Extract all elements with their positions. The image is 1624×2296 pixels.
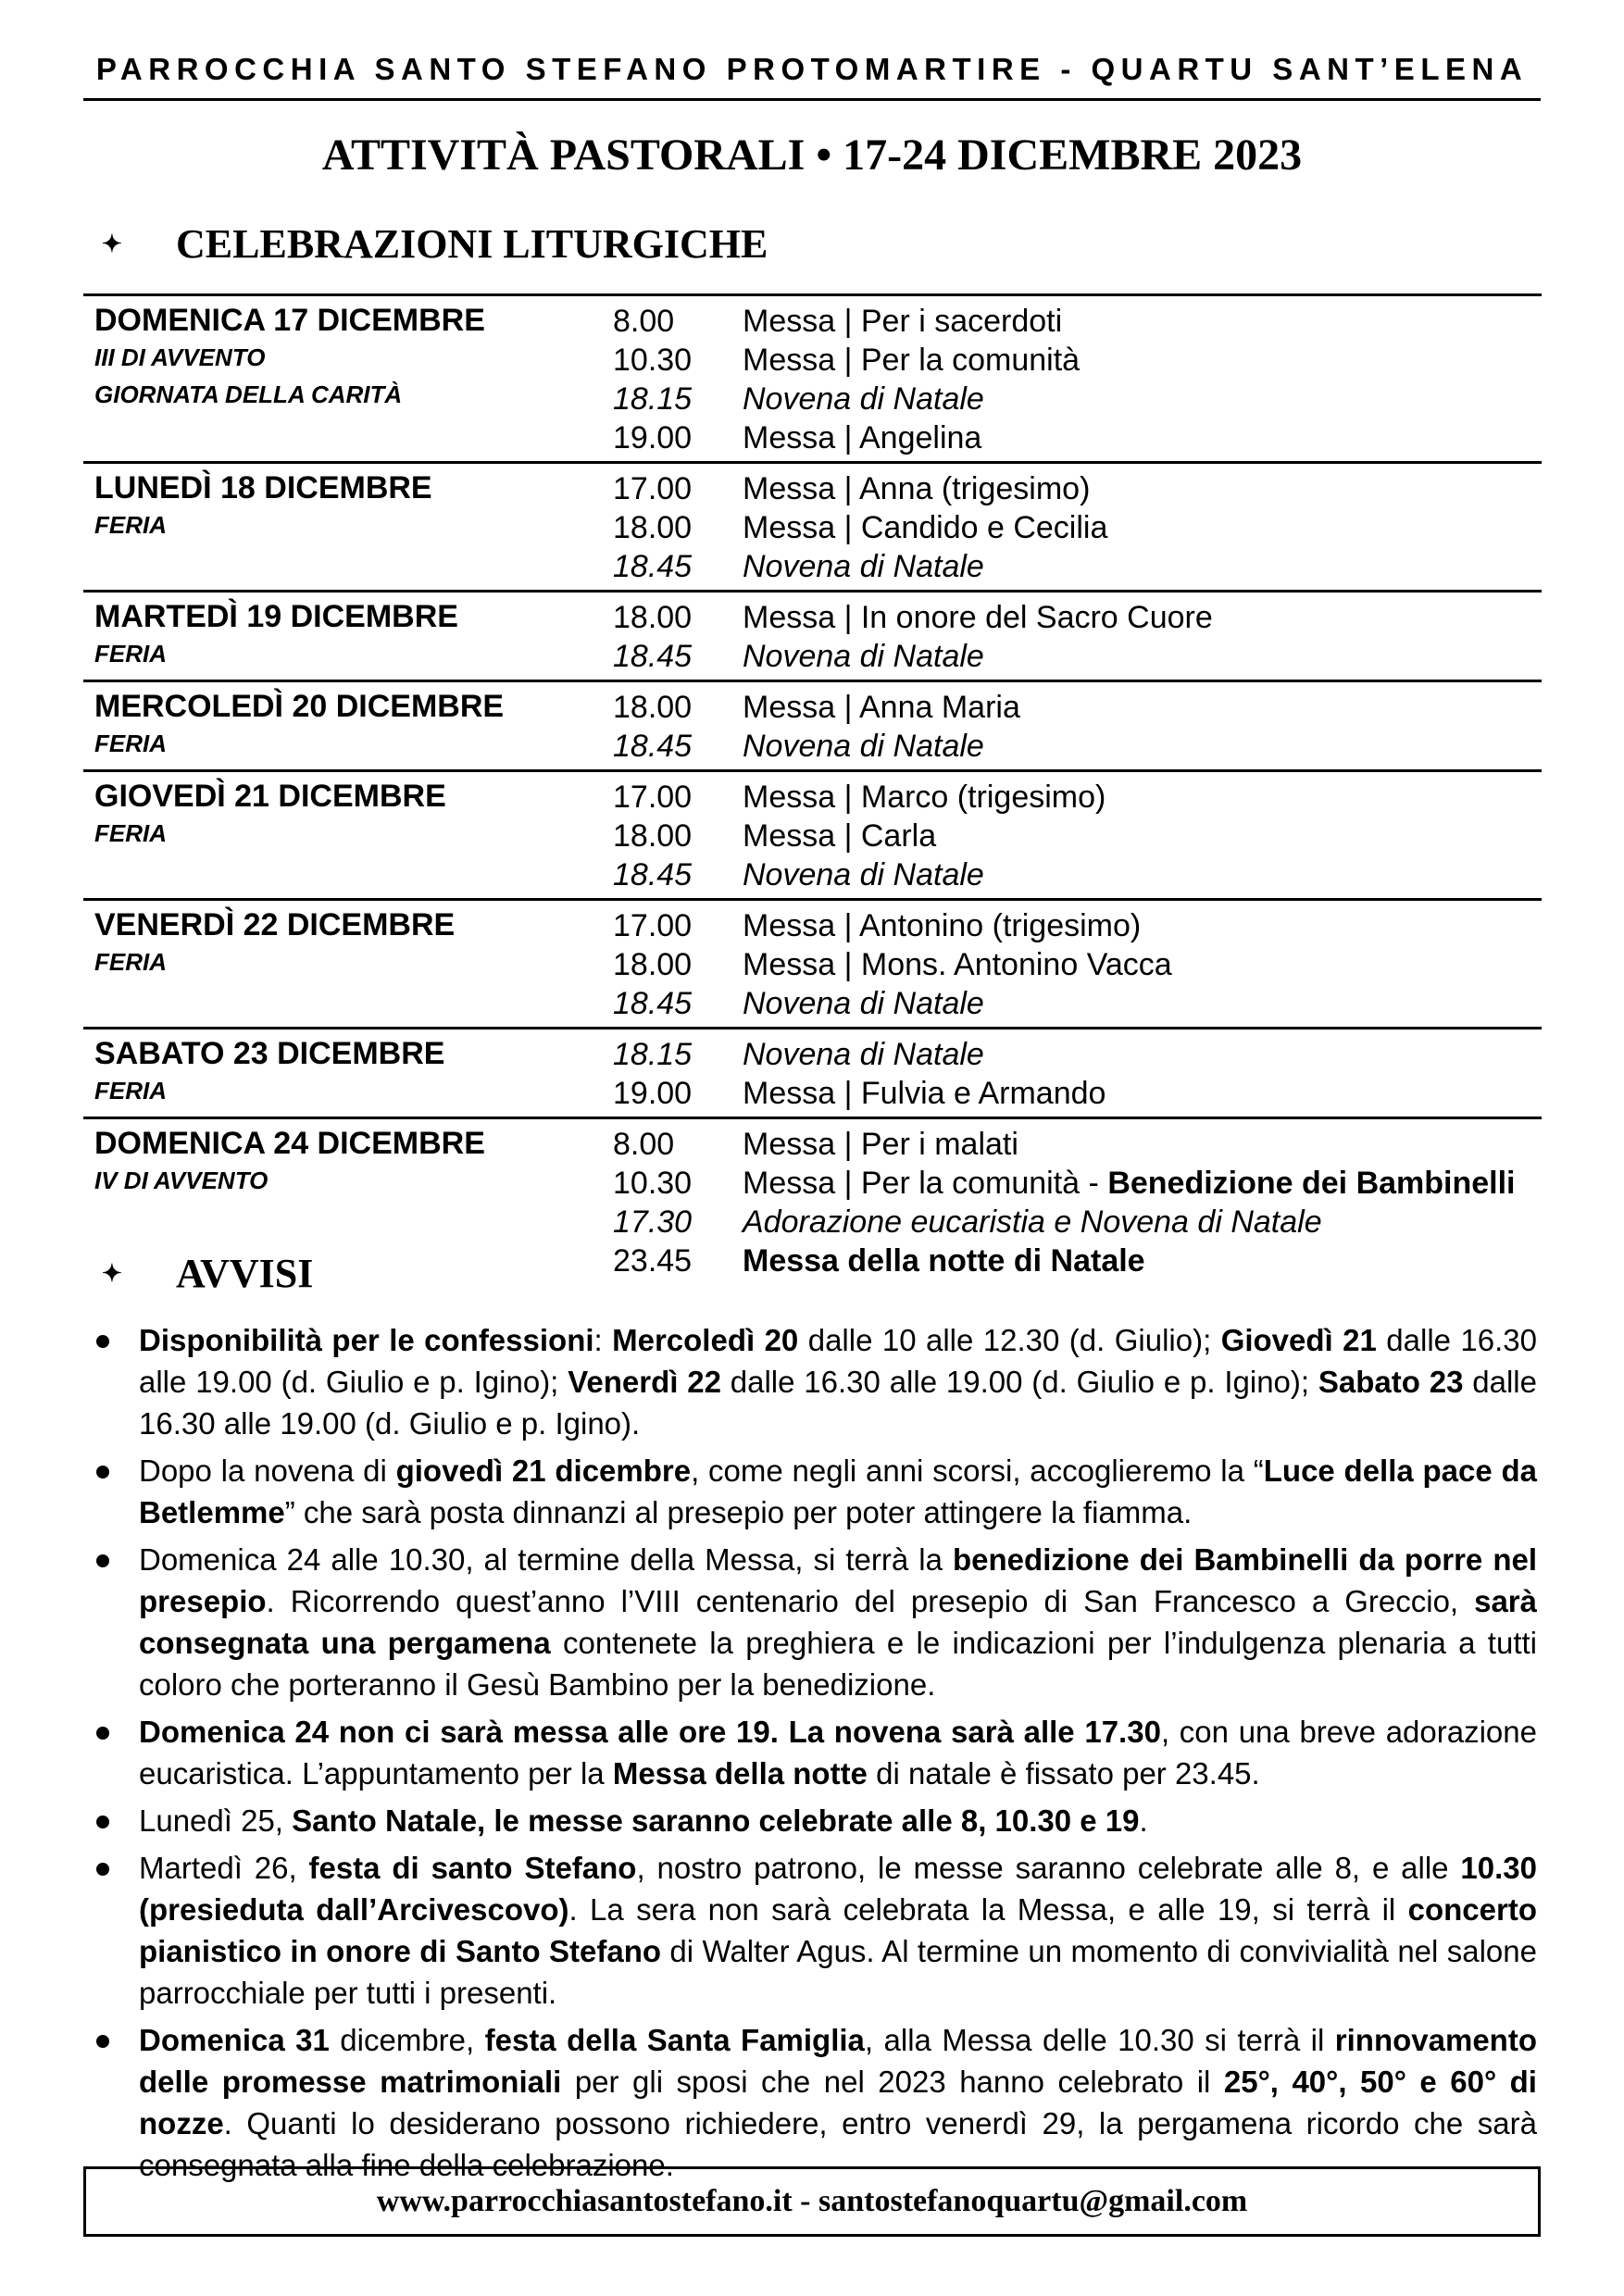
footer-contacts[interactable]: [83, 2166, 1541, 2237]
day-name: DOMENICA 24 DICEMBRE: [94, 1126, 485, 1161]
event-text-segment: Messa | Angelina: [743, 420, 982, 455]
day-name: DOMENICA 17 DICEMBRE: [94, 303, 485, 338]
events-column: [613, 688, 1542, 766]
parish-header: [83, 46, 1541, 101]
day-liturgical-note: FERIA: [94, 640, 167, 668]
notice-text-segment: , come negli anni scorsi, accoglieremo la “: [691, 1454, 1264, 1488]
event-row: [613, 598, 1542, 637]
notice-text-segment: Messa della notte: [612, 1756, 868, 1791]
star-icon: ✦: [102, 230, 122, 257]
notice-text-segment: Luce della pace da Betlemme: [139, 1454, 1538, 1529]
day-column: [83, 688, 613, 766]
event-time: 19.00: [613, 1076, 693, 1111]
event-row: [613, 727, 1542, 766]
section-avvisi: [102, 1250, 313, 1297]
notice-text-segment: benedizione dei Bambinelli da porre nel presepio: [139, 1542, 1537, 1618]
event-description: [743, 984, 1542, 1023]
notice-text-segment: Disponibilità per le confessioni: [139, 1323, 594, 1357]
parish-name: PARROCCHIA SANTO STEFANO PROTOMARTIRE - QUARTU SANT’ELENA: [95, 52, 1529, 86]
event-text-segment: Messa | Marco (trigesimo): [743, 780, 1106, 815]
event-time: 17.00: [613, 780, 693, 815]
event-text-segment: Messa della notte di Natale: [743, 1243, 1145, 1279]
event-description: [743, 418, 1542, 457]
event-text-segment: Messa | Anna (trigesimo): [743, 471, 1091, 506]
event-description: [743, 906, 1542, 945]
schedule-day-row: [83, 682, 1542, 772]
notice-text-segment: Martedì 26,: [139, 1851, 309, 1885]
notice-text-segment: concerto pianistico in onore di Santo Stefano: [139, 1892, 1537, 1968]
event-description: [743, 508, 1542, 547]
notice-text-segment: . Ricorrendo quest’anno l’VIII centenario del presepio di San Francesco a Greccio,: [266, 1584, 1475, 1618]
star-icon: ✦: [102, 1259, 122, 1287]
event-text-segment: Messa | Per i sacerdoti: [743, 304, 1063, 339]
notice-text-segment: . La sera non sarà celebrata la Messa, e alle 19, si terrà il: [568, 1892, 1408, 1927]
event-row: [613, 1242, 1542, 1280]
notice-text-segment: di Walter Agus. Al termine un momento di convivialità nel salone parrocchiale per tutti i presenti.: [139, 1934, 1537, 2010]
event-description: [743, 598, 1542, 637]
notice-text-segment: , con una breve adorazione eucaristica. L’appuntamento per la: [139, 1715, 1537, 1791]
event-time: 18.45: [613, 986, 693, 1021]
day-column: [83, 778, 613, 894]
notice-item: [93, 1800, 1537, 1841]
event-description: [743, 1203, 1542, 1242]
notice-item: [93, 1539, 1537, 1705]
event-text-segment: Messa | Carla: [743, 818, 937, 854]
section-celebrazioni: [102, 220, 768, 268]
event-description: [743, 945, 1542, 984]
event-time: 18.45: [613, 729, 693, 764]
schedule-day-row: [83, 1029, 1542, 1119]
day-column: [83, 1035, 613, 1113]
notice-item: [93, 1711, 1537, 1794]
event-time: 17.00: [613, 471, 693, 506]
notice-text-segment: . Quanti lo desiderano possono richiedere, entro venerdì 29, la pergamena ricordo che sarà consegnata alla fine della celebrazione.: [139, 2106, 1537, 2182]
event-text-segment: Messa | Fulvia e Armando: [743, 1076, 1106, 1111]
notice-text-segment: sarà consegnata una pergamena: [139, 1584, 1537, 1660]
notice-text-segment: festa di santo Stefano: [308, 1851, 637, 1885]
notice-text-segment: 25°, 40°, 50° e 60° di nozze: [139, 2065, 1537, 2140]
notice-text-segment: , alla Messa delle 10.30 si terrà il: [864, 2023, 1335, 2057]
notice-text-segment: dicembre,: [329, 2023, 485, 2057]
event-description: [743, 817, 1542, 855]
notice-text-segment: dalle 16.30 alle 19.00 (d. Giulio e p. Igino);: [139, 1323, 1538, 1399]
event-row: [613, 984, 1542, 1023]
event-description: [743, 778, 1542, 817]
notice-text-segment: dalle 16.30 alle 19.00 (d. Giulio e p. Igino).: [139, 1365, 1537, 1441]
notice-text-segment: :: [593, 1323, 613, 1357]
event-text-segment: Messa | Antonino (trigesimo): [743, 908, 1142, 943]
notice-item: [93, 1450, 1537, 1533]
event-text-segment: Novena di Natale: [743, 1037, 984, 1072]
day-name: VENERDÌ 22 DICEMBRE: [94, 907, 456, 942]
notice-item: [93, 1319, 1537, 1444]
event-description: [743, 855, 1542, 894]
event-text-segment: Messa | Candido e Cecilia: [743, 510, 1108, 545]
day-name: MERCOLEDÌ 20 DICEMBRE: [94, 689, 505, 724]
event-time: 10.30: [613, 1166, 693, 1201]
notice-item: [93, 1847, 1537, 2014]
page-title: ATTIVITÀ PASTORALI • 17-24 DICEMBRE 2023: [321, 131, 1303, 180]
schedule-table: [83, 293, 1542, 1284]
event-description: [743, 302, 1542, 341]
event-description: [743, 1164, 1542, 1203]
events-column: [613, 778, 1542, 894]
notice-text-segment: rinnovamento delle promesse matrimoniali: [139, 2023, 1537, 2099]
event-description: [743, 1242, 1542, 1280]
notice-text-segment: dalle 16.30 alle 19.00 (d. Giulio e p. Igino);: [720, 1365, 1318, 1399]
event-time: 18.00: [613, 600, 693, 635]
event-text-segment: Novena di Natale: [743, 986, 984, 1021]
event-text-segment: Messa | Per la comunità -: [743, 1166, 1108, 1201]
event-time: 10.30: [613, 343, 693, 378]
notice-text-segment: , nostro patrono, le messe saranno celebrate alle 8, e alle: [636, 1851, 1461, 1885]
event-description: [743, 341, 1542, 380]
notice-text-segment: Giovedì 21: [1220, 1323, 1377, 1357]
notice-text-segment: giovedì 21 dicembre: [395, 1454, 692, 1488]
notice-text-segment: Dopo la novena di: [139, 1454, 396, 1488]
event-row: [613, 637, 1542, 676]
event-text-segment: Messa | Per i malati: [743, 1127, 1018, 1162]
event-text-segment: Messa | Anna Maria: [743, 690, 1020, 725]
notice-text-segment: ” che sarà posta dinnanzi al presepio per poter attingere la fiamma.: [284, 1495, 1193, 1529]
event-description: [743, 380, 1542, 418]
event-description: [743, 727, 1542, 766]
event-time: 17.30: [613, 1204, 693, 1240]
day-liturgical-note: IV DI AVVENTO: [94, 1167, 269, 1194]
event-row: [613, 547, 1542, 586]
day-name: LUNEDÌ 18 DICEMBRE: [94, 470, 432, 505]
event-row: [613, 817, 1542, 855]
event-text-segment: Novena di Natale: [743, 857, 984, 892]
event-row: [613, 380, 1542, 418]
notice-text-segment: Sabato 23: [1318, 1365, 1464, 1399]
notice-text-segment: dalle 10 alle 12.30 (d. Giulio);: [798, 1323, 1221, 1357]
notice-text-segment: di natale è fissato per 23.45.: [867, 1756, 1260, 1791]
notice-text-segment: Lunedì 25,: [139, 1803, 293, 1838]
event-row: [613, 1074, 1542, 1113]
day-column: [83, 302, 613, 457]
event-description: [743, 1074, 1542, 1113]
notice-text-segment: 10.30 (presieduta dall’Arcivescovo): [139, 1851, 1537, 1927]
day-liturgical-note: FERIA: [94, 511, 167, 539]
event-time: 17.00: [613, 908, 693, 943]
event-text-segment: Novena di Natale: [743, 639, 984, 674]
section-title: CELEBRAZIONI LITURGICHE: [176, 221, 768, 267]
event-time: 18.00: [613, 690, 693, 725]
event-description: [743, 469, 1542, 508]
section-title: AVVISI: [176, 1251, 314, 1296]
event-row: [613, 1203, 1542, 1242]
events-column: [613, 469, 1542, 586]
event-row: [613, 1035, 1542, 1074]
day-name: MARTEDÌ 19 DICEMBRE: [94, 599, 458, 634]
schedule-day-row: [83, 593, 1542, 682]
event-text-segment: Novena di Natale: [743, 381, 984, 417]
event-time: 8.00: [613, 1127, 675, 1162]
event-text-segment: Novena di Natale: [743, 729, 984, 764]
notice-text-segment: Domenica 24 alle 10.30, al termine della Messa, si terrà la: [139, 1542, 954, 1577]
notice-text-segment: .: [1139, 1803, 1148, 1838]
event-row: [613, 855, 1542, 894]
day-liturgical-note: III DI AVVENTO: [94, 343, 266, 371]
schedule-day-row: [83, 901, 1542, 1029]
event-time: 8.00: [613, 304, 675, 339]
event-row: [613, 302, 1542, 341]
event-description: [743, 1125, 1542, 1164]
event-text-segment: Messa | Per la comunità: [743, 343, 1081, 378]
notice-text-segment: Domenica 31: [139, 2023, 330, 2057]
schedule-day-row: [83, 772, 1542, 901]
notice-text-segment: Santo Natale, le messe saranno celebrate alle 8, 10.30 e 19: [292, 1803, 1140, 1838]
event-description: [743, 637, 1542, 676]
event-text-segment: Adorazione eucaristia e Novena di Natale: [743, 1204, 1322, 1240]
day-name: GIOVEDÌ 21 DICEMBRE: [94, 779, 446, 814]
event-description: [743, 547, 1542, 586]
day-column: [83, 906, 613, 1023]
event-row: [613, 469, 1542, 508]
event-row: [613, 1125, 1542, 1164]
notice-text-segment: Domenica 24 non ci sarà messa alle ore 19. La novena sarà alle 17.30: [139, 1715, 1161, 1749]
event-text-segment: Messa | Mons. Antonino Vacca: [743, 947, 1172, 982]
notice-text-segment: per gli sposi che nel 2023 hanno celebrato il: [561, 2065, 1224, 2099]
event-time: 18.45: [613, 639, 693, 674]
day-liturgical-note: FERIA: [94, 948, 167, 976]
event-time: 18.15: [613, 381, 693, 417]
day-liturgical-note: FERIA: [94, 1077, 167, 1104]
event-time: 18.45: [613, 857, 693, 892]
event-row: [613, 778, 1542, 817]
event-row: [613, 906, 1542, 945]
event-time: 18.45: [613, 549, 693, 584]
event-time: 23.45: [613, 1243, 693, 1279]
events-column: [613, 1125, 1542, 1280]
events-column: [613, 302, 1542, 457]
event-row: [613, 341, 1542, 380]
day-column: [83, 598, 613, 676]
day-liturgical-note: FERIA: [94, 819, 167, 847]
event-row: [613, 1164, 1542, 1203]
day-name: SABATO 23 DICEMBRE: [94, 1036, 445, 1071]
event-description: [743, 688, 1542, 727]
events-column: [613, 598, 1542, 676]
day-liturgical-note: GIORNATA DELLA CARITÀ: [94, 381, 403, 408]
event-description: [743, 1035, 1542, 1074]
day-liturgical-note: FERIA: [94, 730, 167, 757]
events-column: [613, 1035, 1542, 1113]
event-text-segment: Benedizione dei Bambinelli: [1107, 1166, 1516, 1201]
event-time: 18.00: [613, 510, 693, 545]
event-row: [613, 688, 1542, 727]
event-time: 18.00: [613, 818, 693, 854]
event-text-segment: Messa | In onore del Sacro Cuore: [743, 600, 1213, 635]
event-row: [613, 418, 1542, 457]
notice-text-segment: festa della Santa Famiglia: [484, 2023, 865, 2057]
notice-text-segment: contenete la preghiera e le indicazioni per l’indulgenza plenaria a tutti coloro che porteranno il Gesù Bambino per la benedizione.: [139, 1626, 1537, 1702]
event-row: [613, 508, 1542, 547]
schedule-day-row: [83, 296, 1542, 464]
event-time: 18.15: [613, 1037, 693, 1072]
notice-item: [93, 2019, 1537, 2186]
notices-list: [93, 1319, 1537, 2191]
day-column: [83, 469, 613, 586]
event-time: 19.00: [613, 420, 693, 455]
notice-text-segment: Venerdì 22: [568, 1365, 721, 1399]
event-time: 18.00: [613, 947, 693, 982]
notice-text-segment: Mercoledì 20: [612, 1323, 799, 1357]
event-text-segment: Novena di Natale: [743, 549, 984, 584]
footer-text[interactable]: www.parrocchiasantostefano.it - santostefanoquartu@gmail.com: [376, 2184, 1248, 2218]
event-row: [613, 945, 1542, 984]
events-column: [613, 906, 1542, 1023]
schedule-day-row: [83, 464, 1542, 593]
